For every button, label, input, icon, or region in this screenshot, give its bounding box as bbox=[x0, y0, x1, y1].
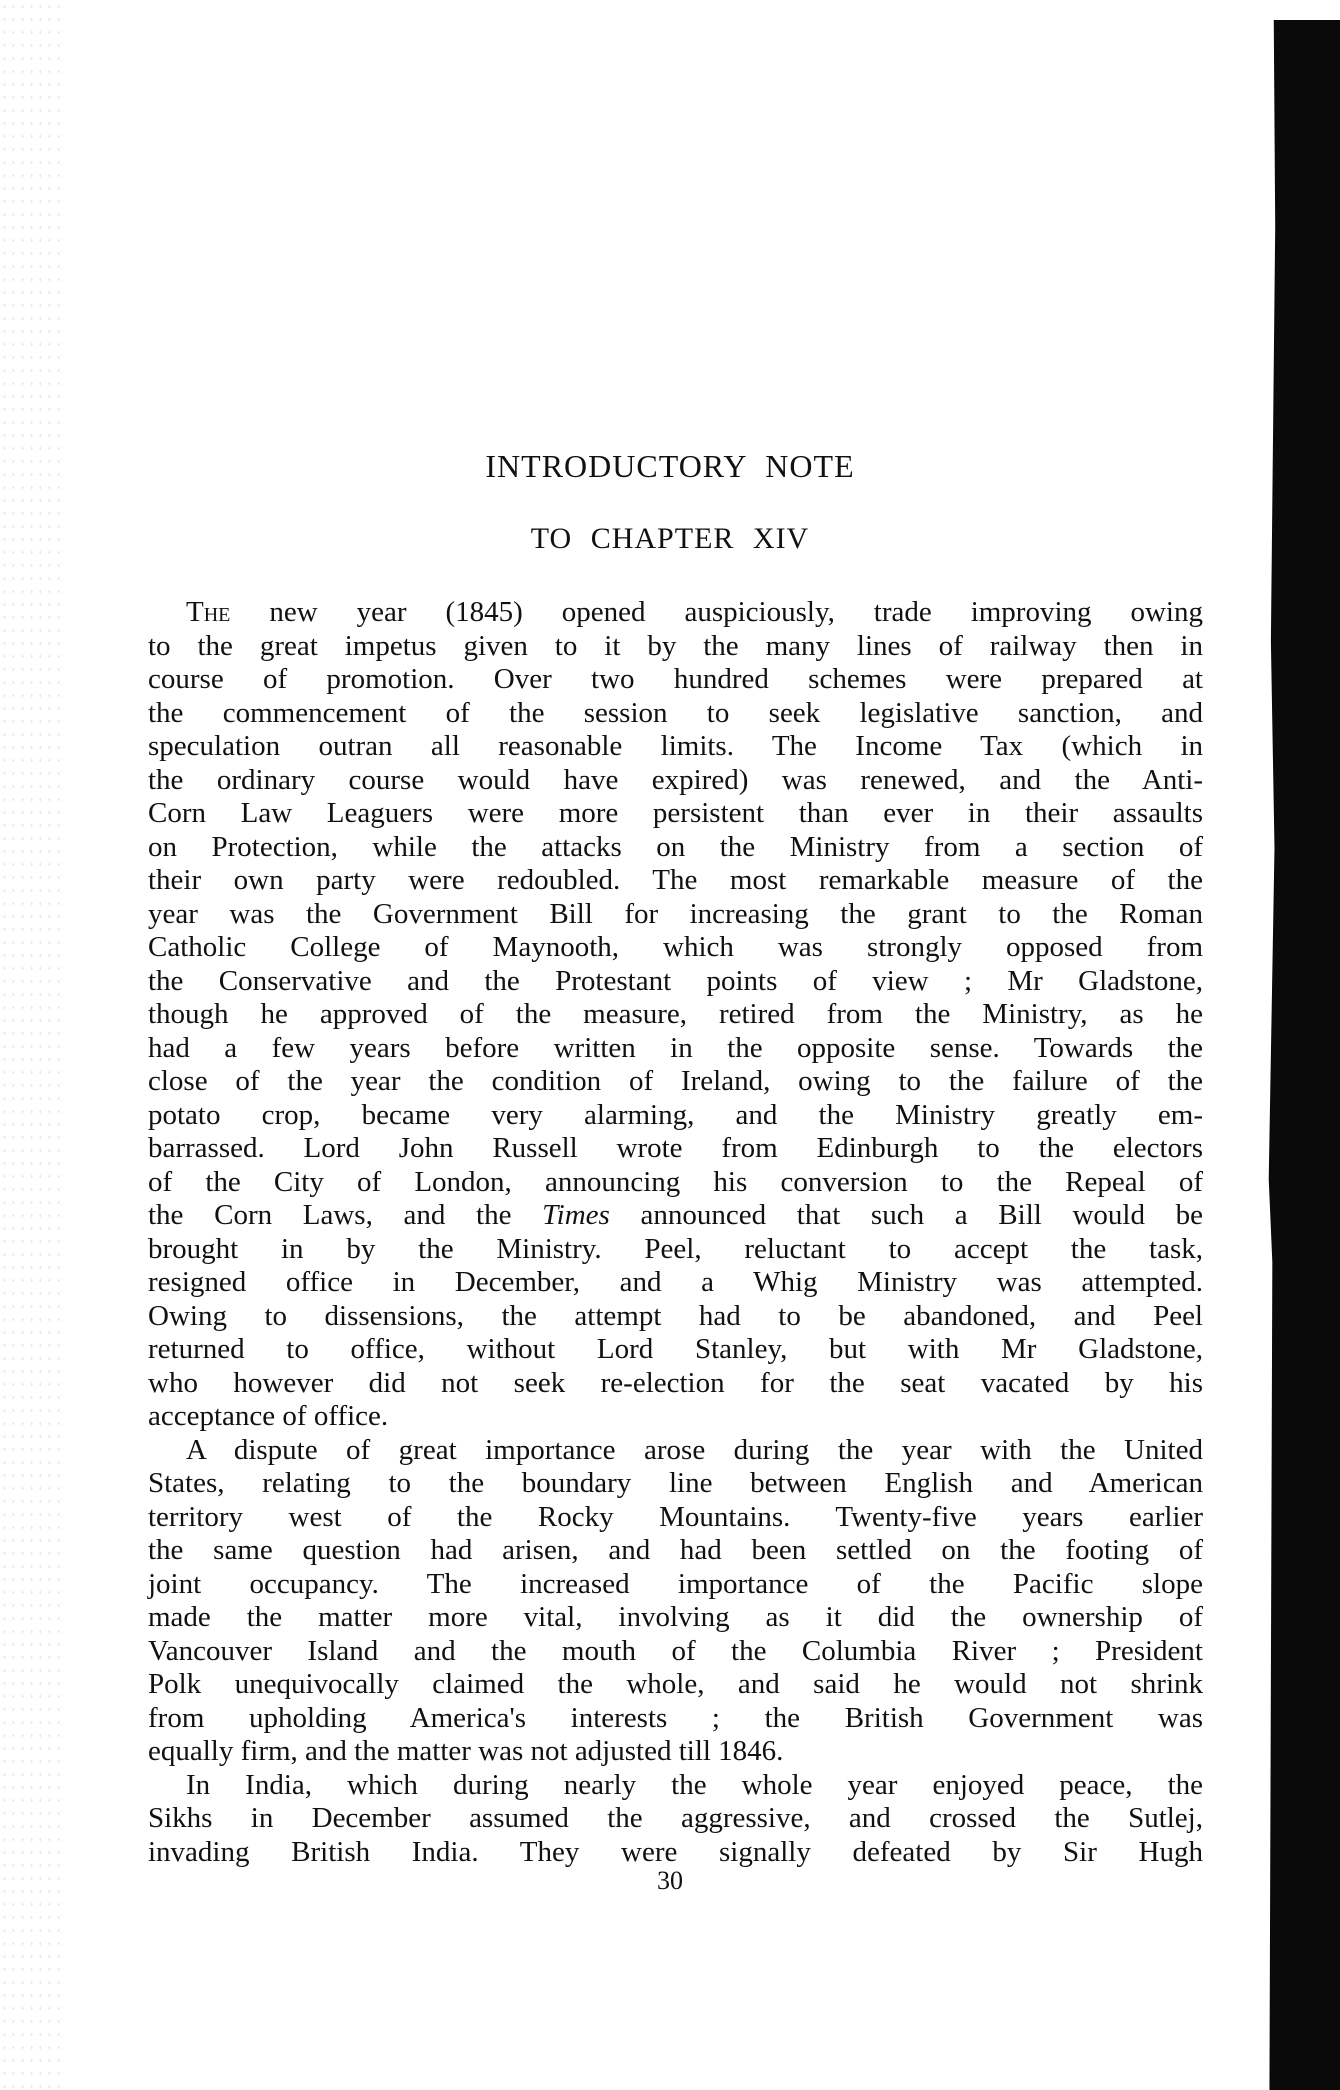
text-segment: A dispute of great importance arose during the year with the United bbox=[186, 1433, 1203, 1466]
text-segment: of the City of London, announcing his conversion to the Repeal of bbox=[148, 1165, 1203, 1198]
text-line bbox=[148, 1802, 1203, 1836]
text-line bbox=[148, 1367, 1203, 1401]
text-segment: speculation outran all reasonable limits. The Income Tax (which in bbox=[148, 730, 1203, 762]
text-segment: Vancouver Island and the mouth of the Columbia River ; President bbox=[148, 1634, 1203, 1667]
text-line bbox=[148, 998, 1203, 1032]
text-segment: close of the year the condition of Ireland, owing to the failure of the bbox=[148, 1065, 1203, 1097]
text-line bbox=[148, 1333, 1203, 1367]
text-line bbox=[148, 1601, 1203, 1635]
text-line bbox=[148, 965, 1203, 999]
text-line bbox=[148, 1434, 1203, 1468]
text-segment: new year (1845) opened auspiciously, trade improving owing bbox=[230, 596, 1203, 628]
text-line bbox=[148, 1266, 1203, 1300]
text-segment: the Corn Laws, and the bbox=[148, 1199, 543, 1231]
text-line bbox=[148, 1032, 1203, 1066]
text-line bbox=[148, 1769, 1203, 1803]
text-line bbox=[148, 831, 1203, 865]
text-segment: course of promotion. Over two hundred schemes were prepared at bbox=[148, 663, 1203, 695]
text-segment: resigned office in December, and a Whig Ministry was attempted. bbox=[148, 1266, 1203, 1298]
text-line bbox=[148, 1702, 1203, 1736]
page-title: INTRODUCTORY NOTE bbox=[485, 448, 855, 484]
text-segment: Catholic College of Maynooth, which was strongly opposed from bbox=[148, 931, 1203, 963]
text-segment: brought in by the Ministry. Peel, reluctant to accept the task, bbox=[148, 1232, 1203, 1265]
text-segment: the same question had arisen, and had been settled on the footing of bbox=[148, 1534, 1203, 1566]
body-text bbox=[148, 596, 1203, 1869]
text-segment: Owing to dissensions, the attempt had to be abandoned, and Peel bbox=[148, 1299, 1203, 1332]
text-line bbox=[148, 663, 1203, 697]
text-line bbox=[148, 1534, 1203, 1568]
text-line bbox=[148, 1400, 1203, 1434]
text-segment: though he approved of the measure, retired from the Ministry, as he bbox=[148, 998, 1203, 1030]
italic-title: Times bbox=[542, 1199, 610, 1231]
text-line bbox=[148, 1735, 1203, 1769]
text-segment: barrassed. Lord John Russell wrote from Edinburgh to the electors bbox=[148, 1132, 1203, 1164]
scan-page-edge bbox=[1268, 20, 1340, 2090]
text-segment: Corn Law Leaguers were more persistent than ever in their assaults bbox=[148, 797, 1203, 829]
text-segment: made the matter more vital, involving as it did the ownership of bbox=[148, 1601, 1203, 1633]
text-segment: returned to office, without Lord Stanley, but with Mr Gladstone, bbox=[148, 1333, 1203, 1365]
text-line bbox=[148, 1635, 1203, 1669]
text-segment: invading British India. They were signally defeated by Sir Hugh bbox=[148, 1835, 1203, 1868]
text-segment: territory west of the Rocky Mountains. Twenty-five years earlier bbox=[148, 1500, 1203, 1533]
text-line bbox=[148, 730, 1203, 764]
text-line bbox=[148, 931, 1203, 965]
text-line bbox=[148, 898, 1203, 932]
text-line bbox=[148, 797, 1203, 831]
text-line bbox=[148, 1166, 1203, 1200]
text-segment: States, relating to the boundary line between English and American bbox=[148, 1467, 1203, 1499]
text-segment: In India, which during nearly the whole year enjoyed peace, the bbox=[186, 1768, 1203, 1801]
text-line bbox=[148, 1501, 1203, 1535]
text-segment: year was the Government Bill for increasing the grant to the Roman bbox=[148, 897, 1203, 930]
text-line bbox=[148, 697, 1203, 731]
text-line bbox=[148, 864, 1203, 898]
text-line bbox=[148, 1099, 1203, 1133]
text-line bbox=[148, 764, 1203, 798]
text-segment: the commencement of the session to seek legislative sanction, and bbox=[148, 696, 1203, 729]
text-line bbox=[148, 1668, 1203, 1702]
text-line bbox=[148, 1233, 1203, 1267]
text-segment: had a few years before written in the opposite sense. Towards the bbox=[148, 1031, 1203, 1064]
text-line bbox=[148, 596, 1203, 630]
text-line bbox=[148, 1132, 1203, 1166]
text-segment: equally firm, and the matter was not adjusted till 1846. bbox=[148, 1735, 784, 1767]
text-segment: joint occupancy. The increased importance of the Pacific slope bbox=[148, 1567, 1203, 1600]
text-segment: Sikhs in December assumed the aggressive, and crossed the Sutlej, bbox=[148, 1802, 1203, 1834]
page-subtitle: TO CHAPTER XIV bbox=[530, 522, 810, 555]
text-line bbox=[148, 1065, 1203, 1099]
text-segment: the Conservative and the Protestant points of view ; Mr Gladstone, bbox=[148, 964, 1203, 997]
text-segment: on Protection, while the attacks on the Ministry from a section of bbox=[148, 830, 1203, 863]
text-line bbox=[148, 1467, 1203, 1501]
text-line bbox=[148, 1836, 1203, 1870]
text-segment: to the great impetus given to it by the many lines of railway then in bbox=[148, 629, 1203, 662]
text-segment: from upholding America's interests ; the British Government was bbox=[148, 1701, 1203, 1734]
text-line bbox=[148, 1568, 1203, 1602]
text-segment: acceptance of office. bbox=[148, 1400, 389, 1432]
text-line bbox=[148, 630, 1203, 664]
text-segment: their own party were redoubled. The most remarkable measure of the bbox=[148, 864, 1203, 896]
text-segment: potato crop, became very alarming, and the Ministry greatly em- bbox=[148, 1098, 1203, 1131]
small-caps-lead: The bbox=[186, 596, 231, 628]
text-segment: the ordinary course would have expired) was renewed, and the Anti- bbox=[148, 763, 1203, 796]
page-number: 30 bbox=[657, 1866, 683, 1895]
text-segment: who however did not seek re-election for the seat vacated by his bbox=[148, 1366, 1203, 1399]
scan-noise bbox=[0, 0, 60, 2090]
text-segment: Polk unequivocally claimed the whole, and said he would not shrink bbox=[148, 1668, 1203, 1700]
text-line bbox=[148, 1199, 1203, 1233]
text-segment: announced that such a Bill would be bbox=[609, 1199, 1204, 1231]
text-line bbox=[148, 1300, 1203, 1334]
